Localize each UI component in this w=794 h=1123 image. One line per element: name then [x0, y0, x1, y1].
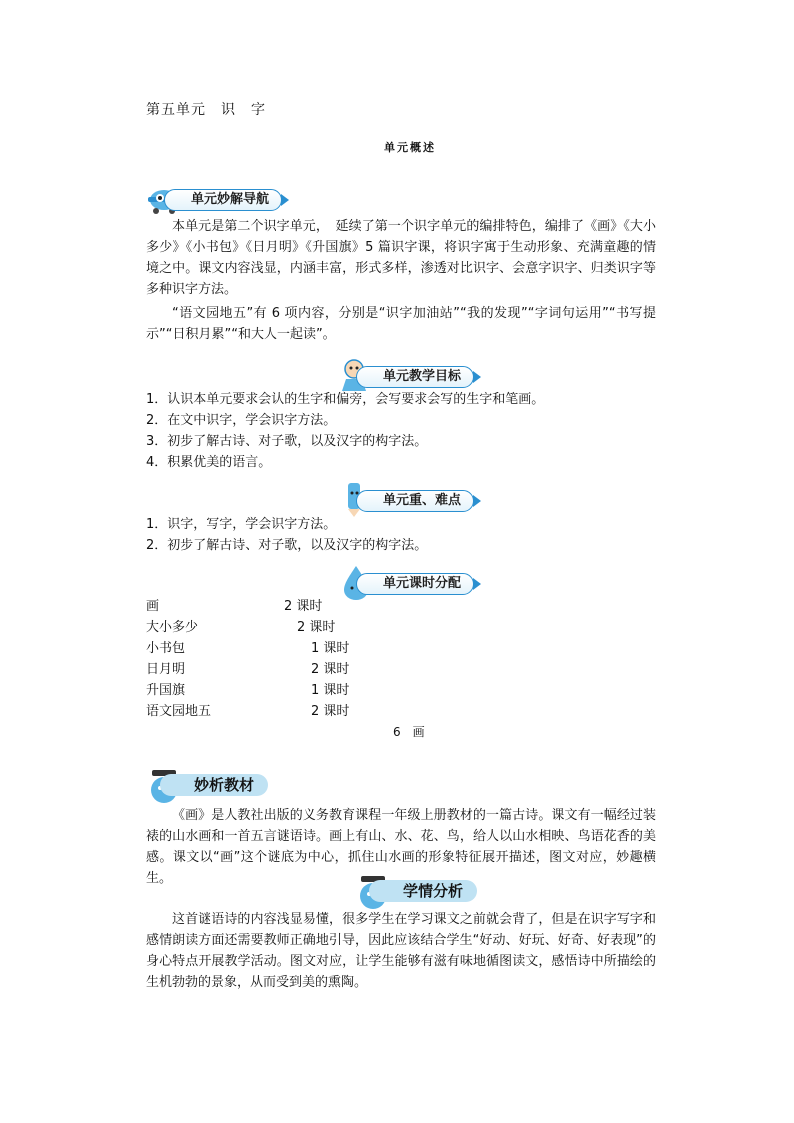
- analysis-badge: [146, 766, 276, 800]
- goals-badge: [338, 357, 488, 389]
- guide-badge: [146, 180, 296, 212]
- keypoint-item: 2．初步了解古诗、对子歌，以及汉字的构字法。: [146, 538, 428, 553]
- learner-badge-label: 学情分析: [369, 880, 477, 902]
- lesson-hours: 2 课时: [311, 662, 350, 677]
- keypoints-list: [146, 514, 666, 556]
- lesson-hours: 2 课时: [311, 704, 350, 719]
- guide-badge-label: 单元妙解导航: [164, 189, 282, 211]
- keypoints-badge: [338, 481, 488, 513]
- schedule-badge-label: 单元课时分配: [356, 573, 474, 595]
- lesson-hours: 1 课时: [311, 683, 350, 698]
- lesson-name: 升国旗: [146, 683, 186, 698]
- lesson-name: 大小多少: [146, 620, 199, 635]
- keypoint-item: 1．识字，写字，学会识字方法。: [146, 517, 337, 532]
- lesson-hours: 2 课时: [284, 599, 323, 614]
- goals-list: [146, 389, 666, 473]
- lesson-name: 画: [146, 599, 160, 614]
- lesson-name: 日月明: [146, 662, 186, 677]
- guide-paragraph-2: “语文园地五”有 6 项内容，分别是“识字加油站”“我的发现”“字词句运用”“书写提示”“日积月累”“和大人一起读”。: [146, 306, 656, 342]
- goal-item: 1．认识本单元要求会认的生字和偏旁，会写要求会写的生字和笔画。: [146, 392, 545, 407]
- analysis-paragraph: 《画》是人教社出版的义务教育课程一年级上册教材的一篇古诗。课文有一幅经过装裱的山水画和一首五言谜语诗。画上有山、水、花、鸟，给人以山水相映、鸟语花香的美感。课文以“画”这个谜底为中心，抓住山水画的形象特征展开描述，图文对应，妙趣横生。: [146, 808, 656, 886]
- learner-paragraph: 这首谜语诗的内容浅显易懂，很多学生在学习课文之前就会背了，但是在识字写字和感情朗读方面还需要教师正确地引导，因此应该结合学生“好动、好玩、好奇、好表现”的身心特点开展教学活动。图文对应，让学生能够有滋有味地循图读文，感悟诗中所描绘的生机勃勃的景象，从而受到美的熏陶。: [146, 912, 656, 990]
- learner-badge: [355, 872, 485, 906]
- schedule-badge: [338, 564, 488, 596]
- goal-item: 3．初步了解古诗、对子歌，以及汉字的构字法。: [146, 434, 428, 449]
- page-number: 6 画: [393, 725, 425, 739]
- analysis-badge-label: 妙析教材: [160, 774, 268, 796]
- guide-paragraph-1: 本单元是第二个识字单元， 延续了第一个识字单元的编排特色，编排了《画》《大小多少》《小书包》《日月明》《升国旗》5 篇识字课，将识字寓于生动形象、充满童趣的情境之中。课文内容浅显，内涵丰富，形式多样，渗透对比识字、会意字识字、归类识字等多种识字方法。: [146, 219, 656, 297]
- lesson-hours: 1 课时: [311, 641, 350, 656]
- goals-badge-label: 单元教学目标: [356, 366, 474, 388]
- goal-item: 4．积累优美的语言。: [146, 455, 272, 470]
- unit-title: 第五单元 识 字: [146, 102, 266, 118]
- keypoints-badge-label: 单元重、难点: [356, 490, 474, 512]
- overview-title: 单元概述: [384, 141, 436, 154]
- lesson-hours: 2 课时: [297, 620, 336, 635]
- lesson-name: 小书包: [146, 641, 186, 656]
- goal-item: 2．在文中识字，学会识字方法。: [146, 413, 337, 428]
- lesson-name: 语文园地五: [146, 704, 212, 719]
